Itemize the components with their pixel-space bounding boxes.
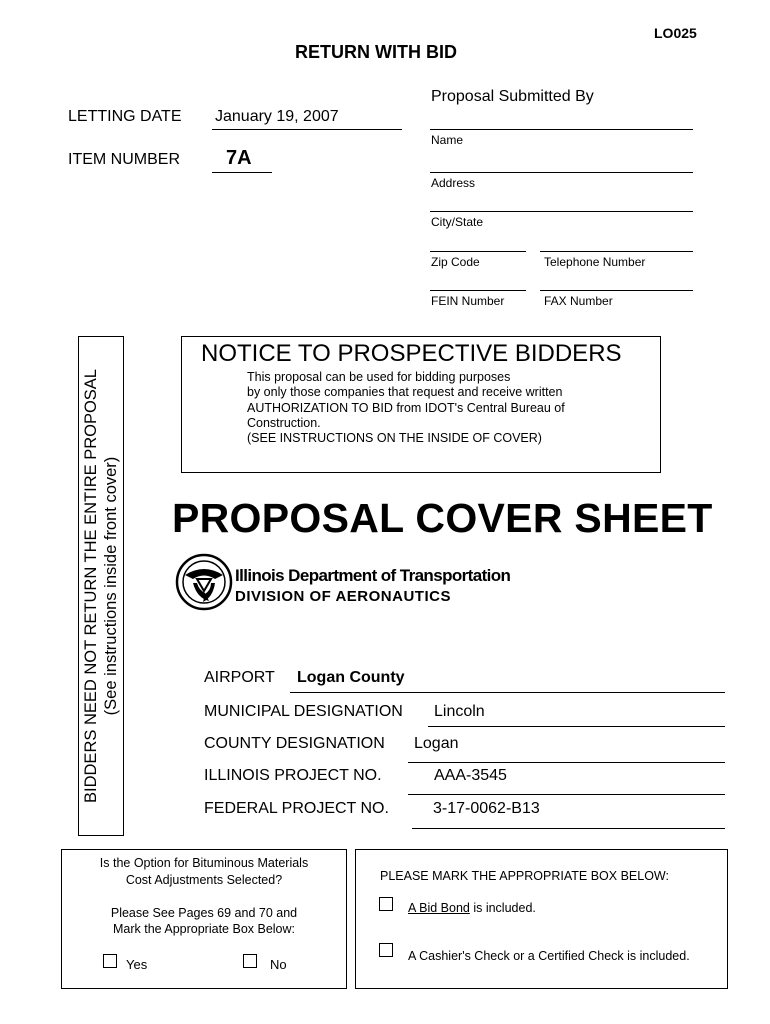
address-label: Address <box>431 176 476 190</box>
item-number-underline <box>212 172 272 173</box>
yes-label: Yes <box>126 957 148 972</box>
idot-name: Illinois Department of Transportation <box>235 566 511 585</box>
county-underline <box>408 762 725 763</box>
phone-label: Telephone Number <box>544 255 646 269</box>
notice-body <box>247 370 565 446</box>
county-label: COUNTY DESIGNATION <box>204 735 385 752</box>
proposal-submitted-heading: Proposal Submitted By <box>431 88 594 105</box>
notice-title: NOTICE TO PROSPECTIVE BIDDERS <box>201 340 622 367</box>
illinois-project-underline <box>408 794 725 795</box>
division-name: DIVISION OF AERONAUTICS <box>235 588 451 605</box>
side-note-text <box>81 346 121 826</box>
side-note-line1: BIDDERS NEED NOT RETURN THE ENTIRE PROPOSAL <box>82 369 100 803</box>
municipal-label: MUNICIPAL DESIGNATION <box>204 703 403 720</box>
cashier-check-label: A Cashier's Check or a Certified Check is included. <box>408 949 690 963</box>
option-line4: Mark the Appropriate Box Below: <box>112 922 296 936</box>
name-field-line[interactable] <box>430 129 693 130</box>
item-number-label: ITEM NUMBER <box>68 151 180 168</box>
airport-label: AIRPORT <box>204 669 275 686</box>
form-code: LO025 <box>654 25 697 41</box>
option-question <box>61 855 347 889</box>
fein-field-line[interactable] <box>430 290 526 291</box>
option-line1: Is the Option for Bituminous Materials <box>99 856 309 870</box>
airport-value: Logan County <box>297 669 405 686</box>
federal-project-value: 3-17-0062-B13 <box>433 800 540 817</box>
option-instruction <box>61 905 347 937</box>
illinois-project-value: AAA-3545 <box>434 767 507 784</box>
notice-line: Construction. <box>247 415 321 430</box>
zip-field-line[interactable] <box>430 251 526 252</box>
municipal-value: Lincoln <box>434 703 485 720</box>
bid-bond-text <box>408 901 536 915</box>
municipal-underline <box>428 726 725 727</box>
phone-field-line[interactable] <box>540 251 693 252</box>
idot-logo-icon <box>175 553 233 611</box>
fax-field-line[interactable] <box>540 290 693 291</box>
airport-underline <box>290 692 725 693</box>
bid-bond-checkbox[interactable] <box>379 897 393 911</box>
citystate-field-line[interactable] <box>430 211 693 212</box>
letting-date-value: January 19, 2007 <box>215 108 339 125</box>
proposal-cover-title: PROPOSAL COVER SHEET <box>172 495 713 541</box>
notice-line: (SEE INSTRUCTIONS ON THE INSIDE OF COVER) <box>247 431 542 446</box>
federal-project-label: FEDERAL PROJECT NO. <box>204 800 389 817</box>
letting-date-underline <box>212 129 402 130</box>
fein-label: FEIN Number <box>431 294 505 308</box>
federal-project-underline <box>412 828 725 829</box>
notice-line: This proposal can be used for bidding purposes <box>247 370 511 384</box>
notice-line: AUTHORIZATION TO BID from IDOT's Central Bureau of <box>247 400 565 415</box>
zip-label: Zip Code <box>431 255 480 269</box>
address-field-line[interactable] <box>430 172 693 173</box>
fax-label: FAX Number <box>544 294 613 308</box>
bid-bond-rest: is included. <box>469 901 536 915</box>
no-checkbox[interactable] <box>243 954 257 968</box>
return-with-bid-title: RETURN WITH BID <box>295 42 457 62</box>
name-label: Name <box>431 133 464 147</box>
cashier-check-checkbox[interactable] <box>379 943 393 957</box>
side-note-line2: (See instructions inside front cover) <box>102 456 120 716</box>
mark-heading: PLEASE MARK THE APPROPRIATE BOX BELOW: <box>380 869 669 883</box>
illinois-project-label: ILLINOIS PROJECT NO. <box>204 767 382 784</box>
letting-date-label: LETTING DATE <box>68 108 182 125</box>
citystate-label: City/State <box>431 215 484 229</box>
item-number-value: 7A <box>226 147 252 169</box>
option-line2: Cost Adjustments Selected? <box>125 873 283 887</box>
county-value: Logan <box>414 735 459 752</box>
bid-bond-link[interactable]: A Bid Bond <box>408 901 470 915</box>
no-label: No <box>270 957 287 972</box>
notice-line: by only those companies that request and receive written <box>247 385 563 400</box>
option-line3: Please See Pages 69 and 70 and <box>110 906 298 920</box>
yes-checkbox[interactable] <box>103 954 117 968</box>
